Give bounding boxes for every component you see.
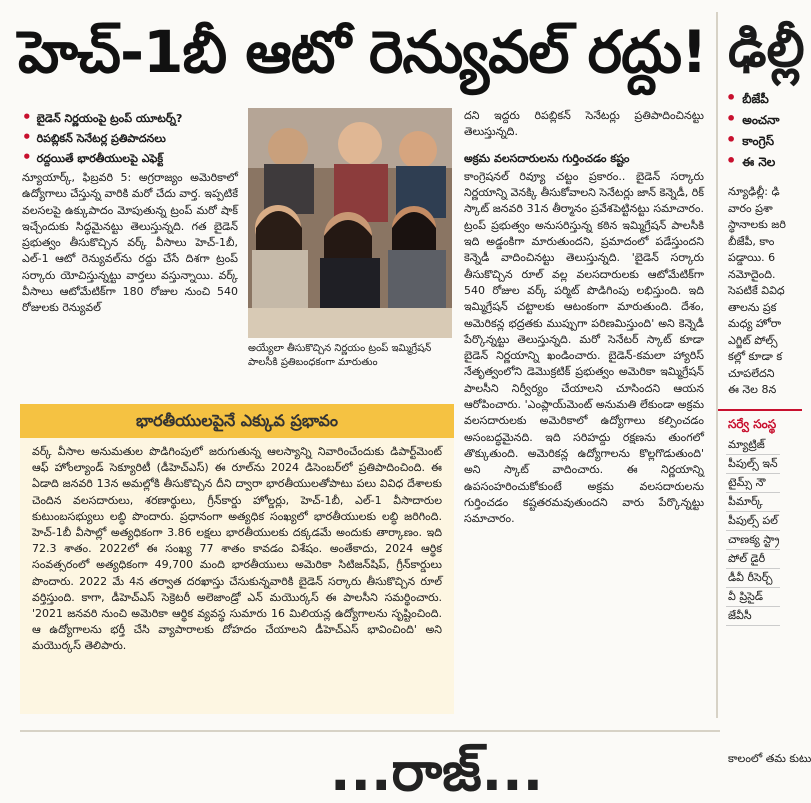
key-point: • రిపబ్లికన్ సెనేటర్ల ప్రతిపాదనలు	[22, 128, 238, 148]
indians-impact-box	[20, 404, 454, 714]
right-bullet: • ఈ నెల	[726, 151, 802, 172]
right-body-line: వారం ప్రశా	[728, 201, 773, 215]
right-body-line: బీజేపీ, కాం	[728, 234, 775, 248]
right-panel-body	[728, 184, 802, 399]
survey-title: సర్వే సంస్థ	[728, 416, 777, 431]
photo-caption: అయ్యేలా తీసుకొచ్చిన నిర్ణయం ట్రంప్ ఇమ్మిగ్రేషన్ పాలసీకి ప్రతిబంధకంగా మారుతుం	[248, 343, 432, 368]
survey-row: జేవీసీ	[726, 606, 780, 625]
survey-row: చాణక్య స్ట్రా	[726, 530, 780, 549]
students-photo	[248, 108, 452, 338]
column-3-intro: దని ఇద్దరు రిపబ్లికన్ సెనేటర్లు ప్రతిపాదించినట్టు తెలుస్తున్నది.	[464, 109, 704, 139]
right-bullet: • కాంగ్రెస్	[726, 130, 802, 151]
survey-table-section	[718, 409, 802, 626]
bottom-right-text: కాలంలో తమ కుటు	[728, 752, 811, 765]
right-body-line: న్యూఢిల్లీ: ఢి	[728, 185, 780, 198]
key-points-list	[22, 108, 238, 168]
survey-row: పీమార్క్	[726, 492, 780, 511]
survey-row: వీ ప్రిసైడ్	[726, 587, 780, 606]
survey-row: డీవీ రీసెర్చ్	[726, 568, 780, 587]
article-column-3	[464, 108, 704, 712]
right-body-line: తాలను ప్రక	[728, 300, 777, 314]
column-1-text: న్యూయార్క్, ఫిబ్రవరి 5: అగ్రరాజ్యం అమెరికాలో ఉద్యోగాలు చేస్తున్న వారికి మరో చేదు వార్త. ఇప్పటికే వలసలపై ఉక్కుపాదం మోపుతున్న ట్రంప్ మరో షాక్ ఇచ్చేందుకు సిద్ధమైనట్టు తెలుస్తున్నది. గత బైడెన్ ప్రభుత్వం తీసుకొచ్చిన వర్క్ వీసాలు హెచ్-1బీ, ఎల్-1 ఆటో రెన్యువల్‌ను రద్దు చేసే దిశగా ట్రంప్ సర్కారు యోచిస్తున్నట్టు వార్తలు వస్తున్నాయి. వర్క్ వీసాలు ఆటోమేటిక్‌గా 180 రోజుల నుంచి 540 రోజులకు రెన్యువల్	[22, 171, 238, 315]
right-body-line: సెపటికే వివిధ	[728, 284, 785, 297]
box-title: భారతీయులపైనే ఎక్కువ ప్రభావం	[20, 404, 454, 438]
right-body-line: మధ్య హోరా	[728, 317, 782, 330]
right-bullet: • అంచనా	[726, 109, 802, 130]
right-body-line: స్థానాలకు జరి	[728, 218, 786, 231]
survey-row: పీపుల్స్ పల్	[726, 511, 780, 530]
right-body-line: చూపలేదని	[728, 366, 775, 380]
delhi-election-panel	[716, 12, 805, 718]
survey-row: టైమ్స్ నౌ	[726, 473, 780, 492]
column-3-subhead: అక్రమ వలసదారులను గుర్తించడం కష్టం	[464, 151, 630, 165]
students-photo-illustration	[248, 108, 452, 338]
right-body-line: నమోదైంది.	[728, 267, 776, 281]
column-3-body: కాంగ్రెషనల్ రివ్యూ చట్టం ప్రకారం.. బైడెన్ సర్కారు నిర్ణయాన్ని వెనక్కి తీసుకోవాలని సెనేటర్లు జాన్ కెన్నెడీ, రిక్ స్కాట్ జనవరి 31న తీర్మానం ప్రవేశపెట్టినట్టు సమాచారం. ట్రంప్ ప్రభుత్వం అనుసరిస్తున్న కఠిన ఇమ్మిగ్రేషన్ పాలసీకి ఇది అడ్డంకిగా మారుతుందని, ప్రమాదంలో పడేస్తుందని కెన్నెడీ వాదించినట్టు తెలుస్తున్నది. 'బైడెన్ సర్కారు తీసుకొచ్చిన రూల్ వల్ల వలసదారులకు ఆటోమేటిక్‌గా 540 రోజుల వర్క్ పర్మిట్ పొడిగింపు లభిస్తుంది. ఇది ఇమ్మిగ్రేషన్ చట్టాలకు ఆటంకంగా మారుతుంది. దేశం, అమెరికన్ల భద్రతకు ముప్పుగా పరిణమిస్తుంది' అని కెన్నెడీ పేర్కొన్నట్టు తెలుస్తున్నది. మరో సెనేటర్ స్కాట్ కూడా బైడెన్ నిర్ణయాన్ని ఖండించారు. బైడెన్-కమలా హ్యారిస్ నేతృత్వంలోని డెమొక్రటిక్ ప్రభుత్వం అమెరికా ఇమ్మిగ్రేషన్ పాలసీని నిర్వీర్యం చేయాలని చూసిందని ఆయన ఆరోపించారు. 'ఎంప్లాయ్‌మెంట్ అనుమతి లేకుండా అక్రమ వలసదారులకు అమెరికాలో ఉద్యోగాలు కల్పించడం అసంబద్ధమైనది. ఇది సరిహద్దు రక్షణను తుంగలో తొక్కుతుంది. అమెరికన్ల ఉద్యోగాలను కొల్లగొడుతుంది' అని స్కాట్ వాదించారు. ఈ నిర్ణయాన్ని ఉపసంహరించుకోకుంటే అక్రమ వలసదారులను గుర్తించడం కష్టతరమవుతుందని వారు పేర్కొన్నట్టు సమాచారం.	[464, 169, 704, 526]
right-body-line: ఈ నెల 8న	[728, 383, 777, 396]
survey-row: పీపుల్స్ ఇన్	[726, 454, 780, 473]
survey-table	[726, 436, 780, 626]
key-point: • రద్దయితే భారతీయులపై ఎఫెక్ట్	[22, 148, 238, 168]
right-panel-bullets	[726, 88, 802, 172]
article-column-1	[22, 170, 238, 390]
headline: హెచ్-1బీ ఆటో రెన్యువల్ రద్దు!	[18, 18, 707, 86]
bottom-headline-fragment: ...రాజ్...	[330, 740, 544, 803]
right-panel-title: ఢిల్లీ	[728, 19, 805, 79]
right-body-line: ఎగ్జిట్ పోల్స్	[728, 333, 778, 347]
right-body-line: పడ్డాయి. 6	[728, 251, 776, 264]
survey-row: మ్యాట్రిజ్	[726, 436, 780, 455]
survey-row: పోల్ డైరీ	[726, 549, 780, 568]
right-body-line: కల్లో కూడా క	[728, 350, 783, 363]
key-point: • బైడెన్ నిర్ణయంపై ట్రంప్ యూటర్న్?	[22, 108, 238, 128]
box-text: వర్క్ వీసాల అనుమతుల పొడిగింపులో జరుగుతున్న ఆలస్యాన్ని నివారించేందుకు డిపార్ట్‌మెంట్ ఆఫ్ హోంల్యాండ్ సెక్యూరిటీ (డీహెచ్‌ఎస్) ఈ రూల్‌ను 2024 డిసెంబర్‌లో ప్రతిపాదించింది. ఈ ఏడాది జనవరి 13న అమల్లోకి తీసుకొచ్చిన దీని ద్వారా భారతీయులతోపాటు పలు వివిధ దేశాలకు చెందిన వలసదారులు, శరణార్థులు, గ్రీన్‌కార్డు హోల్డర్లు, హెచ్-1బీ, ఎల్-1 వీసాదారుల కుటుంబసభ్యులు లబ్ధి పొందారు. ప్రధానంగా అత్యధిక సంఖ్యలో భారతీయులకు లబ్ధి జరిగింది. హెచ్-1బీ వీసాల్లో అత్యధికంగా 3.86 లక్షలు భారతీయులకు దక్కడమే అందుకు తార్కాణం. ఇది 72.3 శాతం. 2022లో ఈ సంఖ్య 77 శాతం కావడం విశేషం. అంతేకాదు, 2024 ఆర్థిక సంవత్సరంలో అత్యధికంగా 49,700 మంది భారతీయులు అమెరికా సిటిజన్‌షిప్, గ్రీన్‌కార్డులు పొందారు. 2022 మే 4న తర్వాత దరఖాస్తు చేసుకున్నవారికి బైడెన్ సర్కారు తీసుకొచ్చిన రూల్ వర్తిస్తుంది. కాగా, డీహెచ్‌ఎస్ సెక్రెటరీ అలెజాండ్రో ఎన్ మయొర్కస్ ఈ పాలసీని సమర్థించారు. '2021 జనవరి నుంచి అమెరికా ఆర్థిక వ్యవస్థ సుమారు 16 మిలియన్ల ఉద్యోగాలను సృష్టించింది. ఆ ఉద్యోగాలను భర్తీ చేసి వ్యాపారాలకు దోహదం చేయాలని డీహెచ్‌ఎస్ భావించింది' అని మయొర్కస్ తెలిపారు.	[32, 445, 442, 653]
right-bullet: • బీజేపీ	[726, 88, 802, 109]
